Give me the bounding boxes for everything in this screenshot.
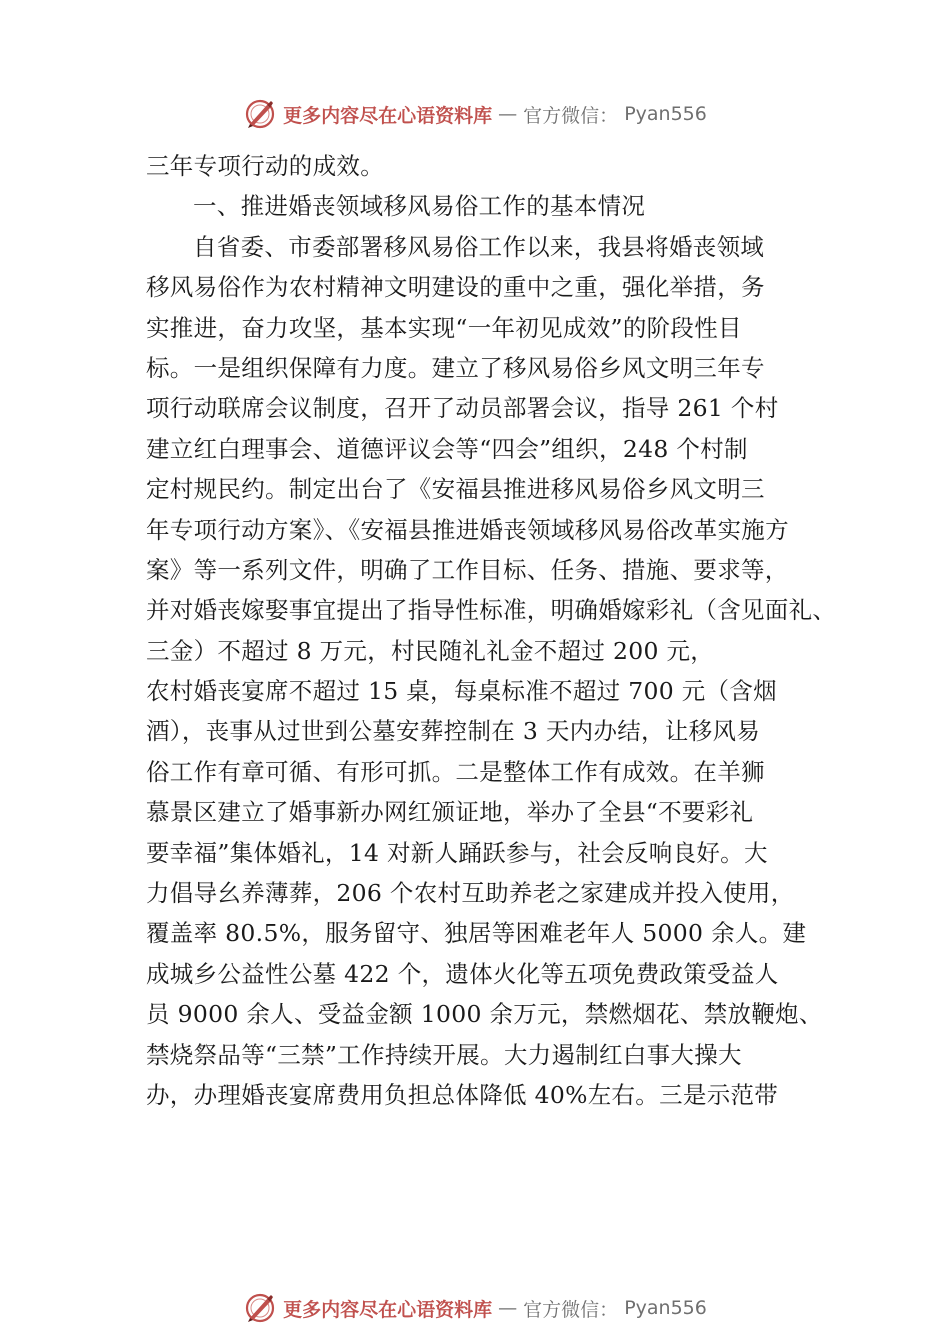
pen-logo-icon	[243, 97, 277, 131]
watermark-wechat-id: Pyan556	[624, 1297, 707, 1319]
text-line: 力倡导⺓养薄葬，206 个农村互助养老之家建成并投入使用，	[146, 879, 795, 908]
watermark-separator: —	[498, 1297, 518, 1319]
text-line: 年专项行动方案》、《安福县推进婚丧领域移风易俗改革实施方	[146, 515, 789, 544]
text-line: 标。一是组织保障有力度。建立了移风易俗乡风文明三年专	[146, 353, 765, 382]
text-line: 定村规民约。制定出台了《安福县推进移风易俗乡风文明三	[146, 475, 765, 504]
watermark-label: 官方微信：	[523, 1298, 619, 1321]
watermark-title: 更多内容尽在心语资料库	[283, 1298, 493, 1321]
text-line: 三年专项行动的成效。	[146, 152, 384, 180]
text-line: 办，办理婚丧宴席费用负担总体降低 40%左右。三是示范带	[146, 1080, 779, 1109]
watermark-title: 更多内容尽在心语资料库	[283, 104, 493, 127]
watermark-separator: —	[498, 103, 518, 125]
watermark-wechat-id: Pyan556	[624, 103, 707, 125]
text-line: 农村婚丧宴席不超过 15 桌，每桌标准不超过 700 元（含烟	[146, 677, 777, 706]
header-watermark	[0, 94, 950, 134]
section-heading: 一、推进婚丧领域移风易俗工作的基本情况	[193, 192, 646, 221]
text-line: 成城乡公益性公墓 422 个，遗体火化等五项免费政策受益人	[146, 959, 779, 988]
text-line: 移风易俗作为农村精神文明建设的重中之重，强化举措，务	[146, 273, 765, 302]
text-line: 覆盖率 80.5%，服务留守、独居等困难老年人 5000 余人。建	[146, 919, 807, 948]
text-line: 慕景区建立了婚事新办网红颁证地，举办了全县“不要彩礼	[146, 798, 754, 827]
text-line: 项行动联席会议制度，召开了动员部署会议，指导 261 个村	[146, 394, 779, 423]
text-line: 建立红白理事会、道德评议会等“四会”组织，248 个村制	[146, 434, 748, 463]
paragraph-start: 自省委、市委部署移风易俗工作以来，我县将婚丧领域	[193, 232, 765, 261]
document-body	[146, 146, 846, 1115]
text-line: 并对婚丧嫁娶事宜提出了指导性标准，明确婚嫁彩礼（含见面礼、	[146, 596, 837, 625]
text-line: 实推进，奋力攻坚，基本实现“一年初见成效”的阶段性目	[146, 313, 742, 342]
text-line: 员 9000 余人、受益金额 1000 余万元，禁燃烟花、禁放鞭炮、	[146, 1000, 823, 1029]
text-line: 要幸福”集体婚礼，14 对新人踊跃参与，社会反响良好。大	[146, 838, 768, 867]
watermark-label: 官方微信：	[523, 104, 619, 127]
text-line: 案》等一系列文件，明确了工作目标、任务、措施、要求等，	[146, 555, 789, 584]
footer-watermark	[0, 1288, 950, 1328]
text-line: 酒），丧事从过世到公墓安葬控制在 3 天内办结，让移风易	[146, 717, 761, 746]
text-line: 三金）不超过 8 万元，村民随礼礼金不超过 200 元，	[146, 636, 715, 665]
pen-logo-icon	[243, 1291, 277, 1325]
text-line: 俗工作有章可循、有形可抓。二是整体工作有成效。在羊狮	[146, 757, 765, 786]
text-line: 禁烧祭品等“三禁”工作持续开展。大力遏制红白事大操大	[146, 1040, 742, 1069]
